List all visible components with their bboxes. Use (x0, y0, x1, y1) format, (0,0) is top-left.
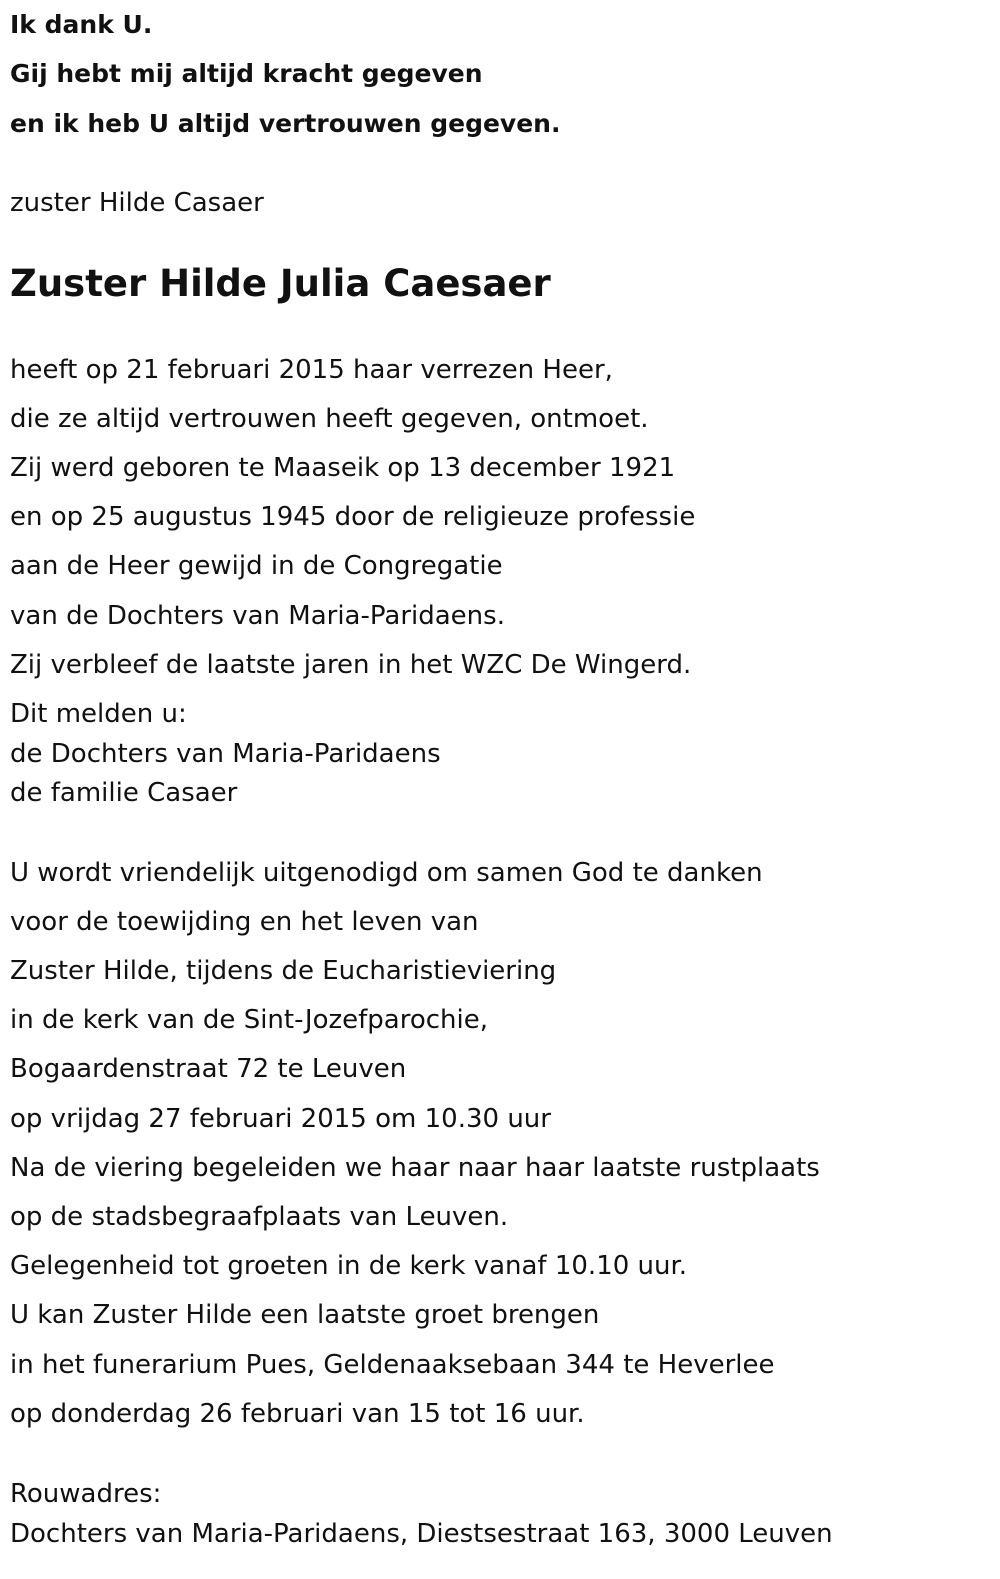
announcement-line: en op 25 augustus 1945 door de religieuze professie (10, 502, 696, 532)
deceased-name: Zuster Hilde Julia Caesaer (10, 262, 551, 305)
invitation-line: in het funerarium Pues, Geldenaaksebaan 344 te Heverlee (10, 1350, 775, 1380)
announcement-line: Zij werd geboren te Maaseik op 13 december 1921 (10, 453, 676, 483)
invitation-line: op de stadsbegraafplaats van Leuven. (10, 1202, 509, 1232)
announcement-line: aan de Heer gewijd in de Congregatie (10, 551, 503, 581)
announcement-line: Zij verbleef de laatste jaren in het WZC De Wingerd. (10, 650, 692, 680)
invitation-line: Na de viering begeleiden we haar naar haar laatste rustplaats (10, 1153, 820, 1183)
quote-line-3: en ik heb U altijd vertrouwen gegeven. (10, 109, 561, 138)
mourning-address-label: Rouwadres: (10, 1479, 162, 1509)
quote-line-2: Gij hebt mij altijd kracht gegeven (10, 59, 483, 88)
announced-by-line: Dit melden u: (10, 699, 187, 729)
invitation-line: U wordt vriendelijk uitgenodigd om samen God te danken (10, 858, 763, 888)
quote-signature: zuster Hilde Casaer (10, 188, 264, 218)
invitation-line: U kan Zuster Hilde een laatste groet brengen (10, 1300, 600, 1330)
invitation-line: Gelegenheid tot groeten in de kerk vanaf 10.10 uur. (10, 1251, 688, 1281)
invitation-line: Zuster Hilde, tijdens de Eucharistieviering (10, 956, 557, 986)
quote-line-1: Ik dank U. (10, 10, 153, 39)
invitation-line: op donderdag 26 februari van 15 tot 16 uur. (10, 1399, 585, 1429)
announcement-line: van de Dochters van Maria-Paridaens. (10, 601, 505, 631)
invitation-line: voor de toewijding en het leven van (10, 907, 479, 937)
announced-by-line: de familie Casaer (10, 778, 238, 808)
mourning-address: Dochters van Maria-Paridaens, Diestsestraat 163, 3000 Leuven (10, 1519, 833, 1549)
announcement-line: heeft op 21 februari 2015 haar verrezen Heer, (10, 355, 613, 385)
invitation-line: Bogaardenstraat 72 te Leuven (10, 1054, 407, 1084)
invitation-line: in de kerk van de Sint-Jozefparochie, (10, 1005, 489, 1035)
announcement-line: die ze altijd vertrouwen heeft gegeven, ontmoet. (10, 404, 649, 434)
announced-by-line: de Dochters van Maria-Paridaens (10, 739, 441, 769)
invitation-line: op vrijdag 27 februari 2015 om 10.30 uur (10, 1104, 551, 1134)
